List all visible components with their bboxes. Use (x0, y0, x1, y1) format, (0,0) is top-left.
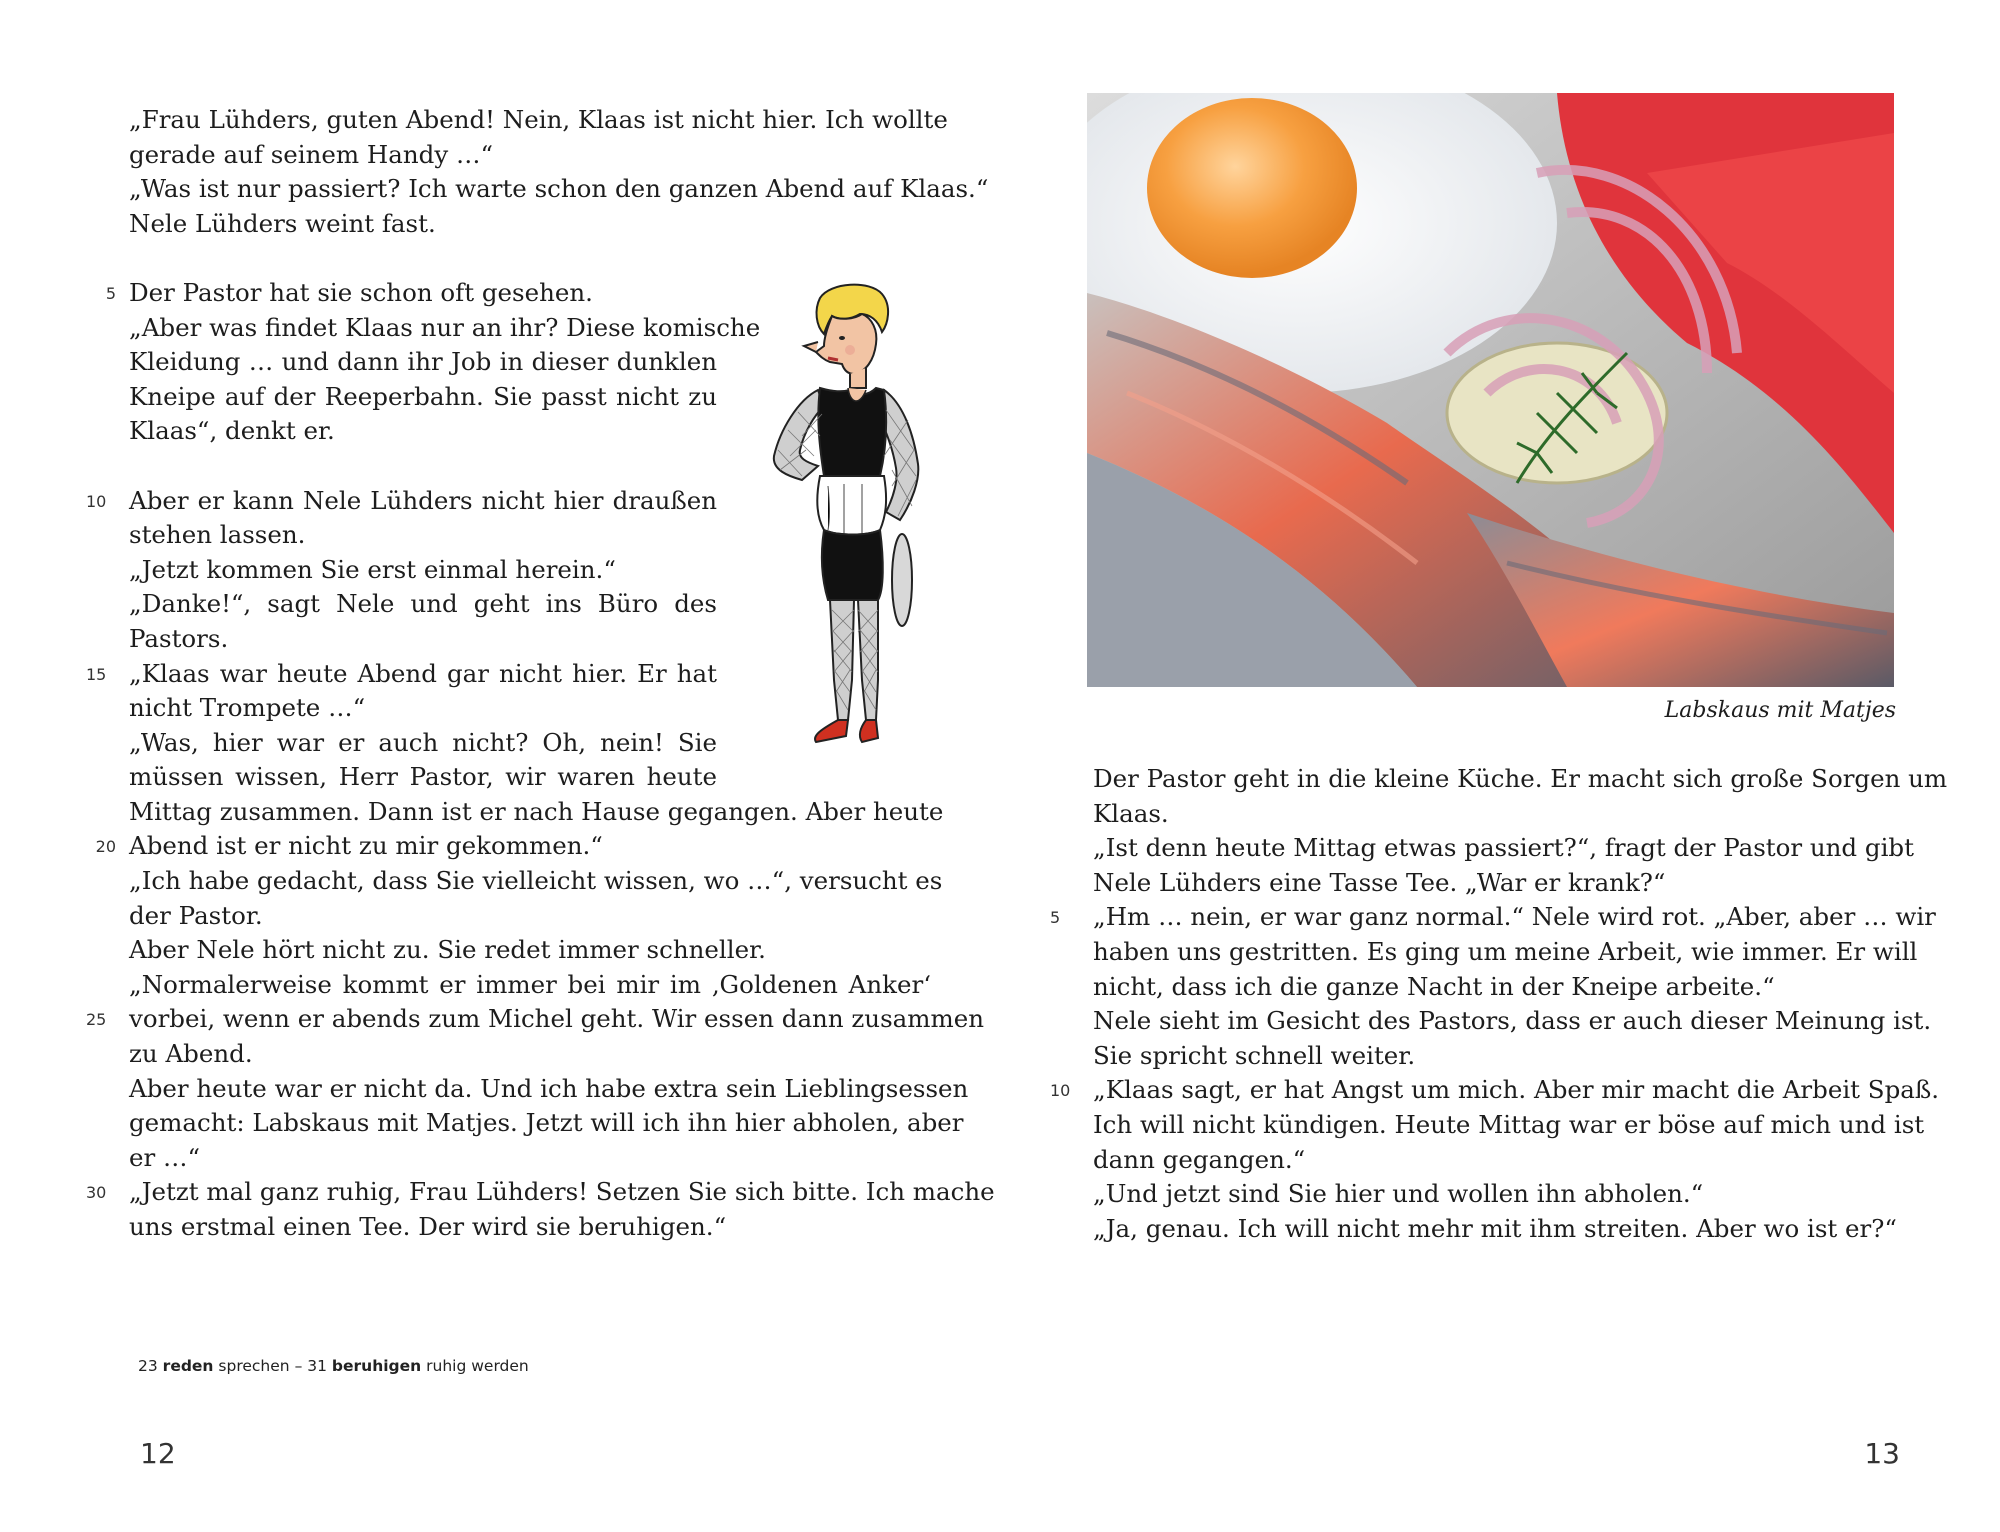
text-line: 10 Aber er kann Nele Lühders nicht hier draußen (129, 484, 717, 519)
text-line: 5 „Hm … nein, er war ganz normal.“ Nele wird rot. „Aber, aber … wir (1093, 900, 1900, 935)
text-line: „Ich habe gedacht, dass Sie vielleicht wissen, wo …“, versucht es (129, 866, 943, 896)
line-number: 25 (86, 1010, 107, 1030)
text-line: Klaas. (1093, 798, 1169, 828)
text-line: Nele Lühders weint fast. (129, 208, 436, 238)
text-line: 10 „Klaas sagt, er hat Angst um mich. Aber mir macht die Arbeit Spaß. (1093, 1073, 1900, 1108)
text-line: Nele Lühders eine Tasse Tee. „War er krank?“ (1093, 867, 1666, 897)
right-page-text (1050, 762, 1948, 1246)
text-line: „Was ist nur passiert? Ich warte schon den ganzen Abend auf Klaas.“ (129, 174, 989, 204)
text-line: „Und jetzt sind Sie hier und wollen ihn abholen.“ (1093, 1179, 1704, 1209)
line-number: 20 (95, 837, 116, 857)
labskaus-photo (1087, 93, 1894, 687)
text-line: Der Pastor geht in die kleine Küche. Er macht sich große Sorgen um (1093, 764, 1948, 793)
text-line: Kleidung … und dann ihr Job in dieser dunklen (129, 347, 717, 377)
text-line: Klaas“, denkt er. (129, 416, 335, 446)
text-line: müssen wissen, Herr Pastor, wir waren heute (129, 762, 717, 792)
text-line: zu Abend. (129, 1039, 253, 1069)
text-line: der Pastor. (129, 900, 263, 930)
text-line: gemacht: Labskaus mit Matjes. Jetzt will ich ihn hier abholen, aber (129, 1108, 964, 1138)
text-line: Aber Nele hört nicht zu. Sie redet immer schneller. (129, 935, 766, 965)
nele-illustration (758, 280, 946, 755)
text-line: Nele sieht im Gesicht des Pastors, dass er auch dieser Meinung ist. (1093, 1006, 1932, 1036)
text-line: „Jetzt kommen Sie erst einmal herein.“ (129, 554, 616, 584)
text-line: Pastors. (129, 623, 229, 653)
text-line: Ich will nicht kündigen. Heute Mittag war er böse auf mich und ist (1093, 1109, 1925, 1139)
line-number: 30 (86, 1183, 107, 1203)
text-line: gerade auf seinem Handy …“ (129, 139, 494, 169)
text-line: 15 „Klaas war heute Abend gar nicht hier. Er hat (129, 657, 717, 692)
text-line: nicht Trompete …“ (129, 693, 366, 723)
right-page (1000, 0, 2000, 1532)
text-line: „Ja, genau. Ich will nicht mehr mit ihm streiten. Aber wo ist er?“ (1093, 1213, 1897, 1243)
text-line: haben uns gestritten. Es ging um meine Arbeit, wie immer. Er will (1093, 936, 1918, 966)
text-line: 30 „Jetzt mal ganz ruhig, Frau Lühders! Setzen Sie sich bitte. Ich mache (129, 1175, 931, 1210)
paragraph-gap (129, 449, 717, 484)
line-number: 10 (1050, 1081, 1071, 1101)
text-line: „Normalerweise kommt er immer bei mir im ‚Goldenen Anker‘ (129, 969, 931, 999)
text-line: „Was, hier war er auch nicht? Oh, nein! Sie (129, 727, 717, 757)
text-line: Aber heute war er nicht da. Und ich habe extra sein Lieblingsessen (129, 1073, 969, 1103)
text-line: 20 Abend ist er nicht zu mir gekommen.“ (129, 829, 931, 864)
text-line: 5 Der Pastor hat sie schon oft gesehen. (129, 276, 717, 311)
line-number: 10 (86, 491, 107, 511)
page-number: 13 (1864, 1437, 1900, 1470)
text-line: er …“ (129, 1142, 201, 1172)
text-line: dann gegangen.“ (1093, 1144, 1306, 1174)
text-line: „Danke!“, sagt Nele und geht ins Büro des (129, 589, 717, 619)
text-line: nicht, dass ich die ganze Nacht in der Kneipe arbeite.“ (1093, 971, 1775, 1001)
text-line: „Aber was findet Klaas nur an ihr? Diese komische (129, 312, 761, 342)
footnote: 23 reden sprechen – 31 beruhigen ruhig werden (138, 1357, 529, 1375)
line-number: 5 (105, 283, 116, 303)
text-line: stehen lassen. (129, 520, 306, 550)
text-line: uns erstmal einen Tee. Der wird sie beruhigen.“ (129, 1212, 727, 1241)
line-number: 15 (86, 664, 107, 684)
photo-caption: Labskaus mit Matjes (1664, 698, 1896, 723)
text-line: „Frau Lühders, guten Abend! Nein, Klaas ist nicht hier. Ich wollte (129, 105, 948, 134)
text-line: Kneipe auf der Reeperbahn. Sie passt nicht zu (129, 381, 717, 411)
text-line: 25 vorbei, wenn er abends zum Michel geht. Wir essen dann zusammen (129, 1002, 931, 1037)
text-line: Sie spricht schnell weiter. (1093, 1040, 1416, 1070)
text-line: „Ist denn heute Mittag etwas passiert?“, fragt der Pastor und gibt (1093, 833, 1914, 863)
line-number: 5 (1050, 908, 1061, 928)
text-line: Mittag zusammen. Dann ist er nach Hause gegangen. Aber heute (129, 796, 944, 826)
page-number: 12 (140, 1437, 176, 1470)
paragraph-gap (129, 241, 931, 276)
